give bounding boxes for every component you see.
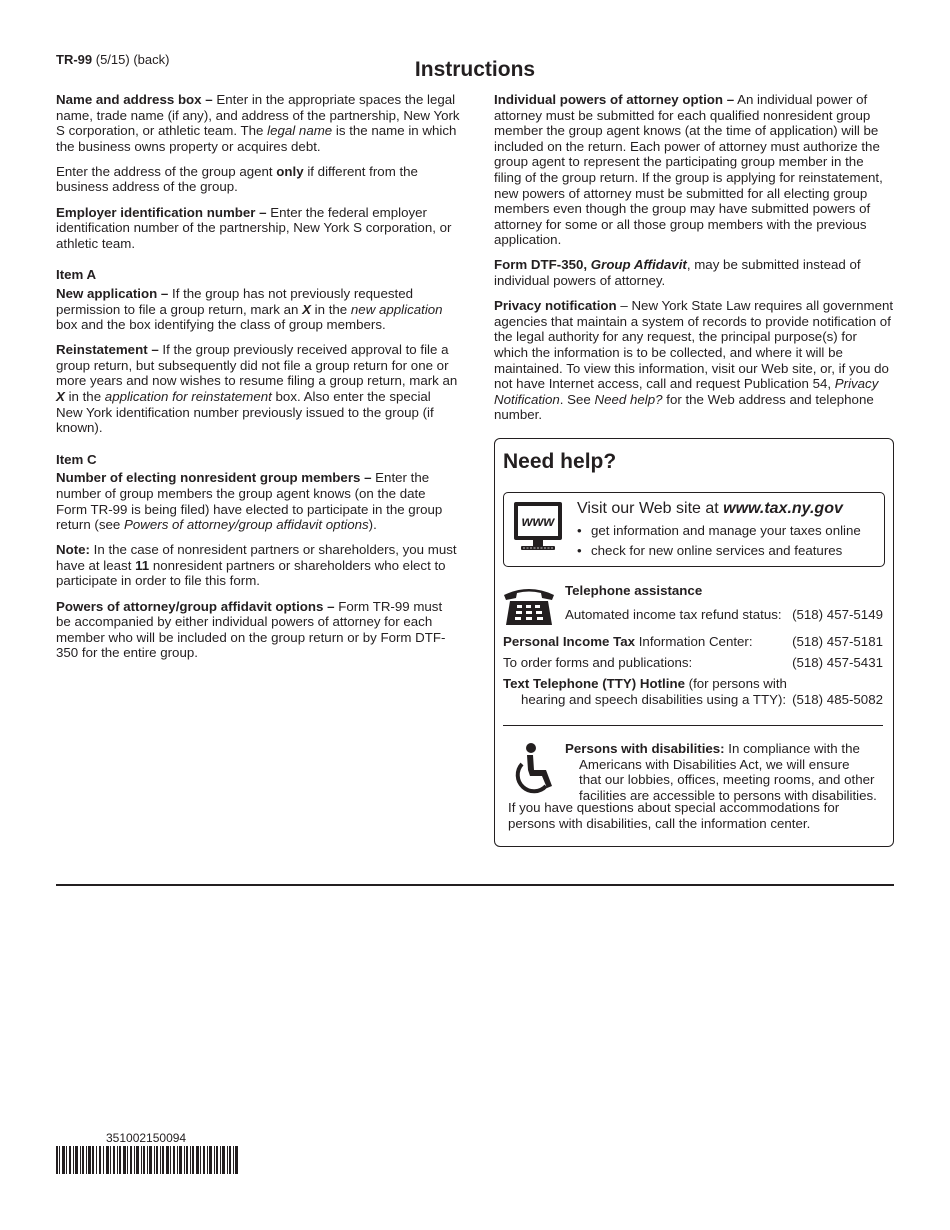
phone-number: (518) 485-5082 <box>792 692 883 707</box>
horizontal-rule <box>56 884 894 886</box>
text: get information and manage your taxes online <box>591 523 861 538</box>
new-application-paragraph <box>56 286 460 333</box>
text: for the Web address and telephone number. <box>494 391 874 423</box>
text: – New York State Law requires all government agencies that maintain a system of records to provide notification of the legal authority for any request, the principal purpose(s) for which the information is to be collected, and where it will be maintained. To view this information, visit our Web site, or, if you do not have Internet access, call and request Publication 54, <box>494 298 894 392</box>
text: Automated income tax refund status: <box>565 607 782 622</box>
pit-center-row <box>503 634 883 650</box>
electing-members-label: Number of electing nonresident group members – <box>56 470 372 486</box>
left-column <box>56 92 460 670</box>
dtf350-label: Form DTF-350, <box>494 257 591 273</box>
text: ). <box>368 517 377 533</box>
group-agent-paragraph <box>56 164 460 195</box>
text: Enter the number of group members the group agent knows (on the date Form TR-99 is being filed) have elected to participate in the group return (see <box>56 470 443 533</box>
emphasis: only <box>276 163 304 179</box>
emphasis: 11 <box>135 557 150 573</box>
telephone-heading <box>565 583 883 599</box>
text: Telephone assistance <box>565 583 703 598</box>
line: Americans with Disabilities Act, we will ensure <box>579 756 850 772</box>
disabilities-text-2: If you have questions about special accommodations for persons with disabilities, call the information center. <box>508 800 840 831</box>
phone-number: (518) 457-5149 <box>792 607 883 622</box>
text: in the <box>310 301 351 317</box>
text: box. Also enter the special New York identification number previously issued to the group (if known). <box>56 389 434 436</box>
electing-members-paragraph <box>56 470 460 532</box>
order-forms-row <box>503 655 883 671</box>
text: Form TR-99 must be accompanied by either individual powers of attorney for each member who will be included on the group return or by Form DTF-350 for the entire group. <box>56 598 446 661</box>
computer-monitor-icon <box>511 500 565 554</box>
individual-poa-paragraph <box>494 92 894 248</box>
new-application-label: New application – <box>56 285 169 301</box>
ein-label: Employer identification number – <box>56 204 267 220</box>
dtf350-paragraph <box>494 257 894 288</box>
form-id: TR-99 <box>56 52 93 67</box>
note-label: Note: <box>56 542 90 558</box>
right-column <box>494 92 894 432</box>
refund-status-row <box>565 607 883 623</box>
text: nonresident partners or shareholders who elect to participate in order to file this form. <box>56 557 446 589</box>
wheelchair-icon <box>502 742 556 796</box>
text: In the case of nonresident partners or shareholders, you must have at least <box>56 542 457 573</box>
text: box and the box identifying the class of group members. <box>56 317 386 333</box>
www-glyph: www <box>521 513 555 529</box>
poa-options-label: Powers of attorney/group affidavit options – <box>56 598 335 614</box>
text: To order forms and publications: <box>503 655 693 670</box>
reinstatement-label: Reinstatement – <box>56 342 159 358</box>
text: Enter in the appropriate spaces the legal name, trade name (if any), and address of the partnership, New York S corporation, or athletic team. The <box>56 92 460 139</box>
poa-options-paragraph <box>56 599 460 661</box>
ein-paragraph <box>56 205 460 252</box>
line <box>565 741 883 757</box>
need-help-box <box>494 438 894 847</box>
text: In compliance with the <box>724 741 860 756</box>
emphasis: Need help? <box>594 391 663 407</box>
disabilities-text <box>565 741 883 803</box>
emphasis: Powers of attorney/group affidavit options <box>124 517 369 533</box>
individual-poa-label: Individual powers of attorney option – <box>494 92 735 107</box>
form-revision: (5/15) (back) <box>95 52 170 67</box>
emphasis: Privacy Notification <box>494 376 879 407</box>
privacy-paragraph <box>494 298 894 423</box>
text: hearing and speech disabilities using a TTY): <box>521 692 787 707</box>
tty-row <box>503 676 883 692</box>
note-paragraph <box>56 542 460 589</box>
bullet: • <box>577 523 582 538</box>
mark-x: X <box>302 301 311 317</box>
website-box <box>503 492 885 567</box>
text: . See <box>559 391 595 407</box>
text: If the group previously received approval to file a group return, but subsequently did not file a group return for one or more years and now wishes to resume filing a group return, mark an <box>56 342 458 389</box>
name-address-label: Name and address box – <box>56 92 213 107</box>
page-title: Instructions <box>414 58 536 81</box>
text: If the group has not previously requested permission to file a group return, mark an <box>56 285 413 317</box>
disabilities-label: Persons with disabilities: <box>565 741 725 756</box>
line: that our lobbies, offices, meeting rooms, and other <box>579 772 875 788</box>
phone-number: (518) 457-5181 <box>792 634 883 649</box>
name-address-paragraph <box>56 92 460 154</box>
privacy-label: Privacy notification <box>494 298 617 314</box>
item-a-heading: Item A <box>56 267 97 283</box>
phone-number: (518) 457-5431 <box>792 655 883 670</box>
tty-row-2 <box>503 692 883 708</box>
line: facilities are accessible to persons with disabilities. <box>579 787 877 803</box>
text: is the name in which the business owns property or acquires debt. <box>56 123 457 154</box>
barcode-number: 351002150094 <box>106 1131 187 1145</box>
website-link[interactable]: www.tax.ny.gov <box>723 500 843 517</box>
list-item <box>577 543 842 558</box>
emphasis: new application <box>350 301 443 317</box>
emphasis: Group Affidavit <box>590 257 687 273</box>
text: Enter the address of the group agent <box>56 163 277 179</box>
text: check for new online services and features <box>591 543 843 558</box>
bullet: • <box>577 543 582 558</box>
reinstatement-paragraph <box>56 342 460 436</box>
text: An individual power of attorney must be submitted for each qualified nonresident group member the group agent knows (at the time of application) will be included on the return. Each power of attorney must authorize the group agent to represent the participating group member in the filing of the group return. If the group is applying for reinstatement, new powers of attorney must be submitted for all electing group members even though the group may have submitted powers of attorney for some or all those group members with the previous application. <box>494 92 883 248</box>
barcode-icon <box>56 1146 238 1174</box>
text: Visit our Web site at <box>577 500 724 517</box>
divider <box>503 725 883 726</box>
telephone-icon <box>502 585 556 627</box>
emphasis: Personal Income Tax <box>503 634 636 649</box>
emphasis: legal name <box>267 123 333 139</box>
text: Information Center: <box>635 634 753 649</box>
emphasis: application for reinstatement <box>104 389 272 404</box>
text: , may be submitted instead of individual powers of attorney. <box>494 257 861 289</box>
website-heading <box>577 500 843 518</box>
list-item <box>577 523 861 538</box>
text: if different from the business address of the group. <box>56 163 418 195</box>
text: Enter the federal employer identification number of the partnership, New York S corporation, or athletic team. <box>56 204 452 251</box>
need-help-title: Need help? <box>503 450 617 473</box>
mark-x: X <box>56 389 65 404</box>
text: (for persons with <box>684 676 787 691</box>
emphasis: Text Telephone (TTY) Hotline <box>503 676 685 691</box>
item-c-heading: Item C <box>56 451 97 467</box>
text: in the <box>64 389 105 404</box>
